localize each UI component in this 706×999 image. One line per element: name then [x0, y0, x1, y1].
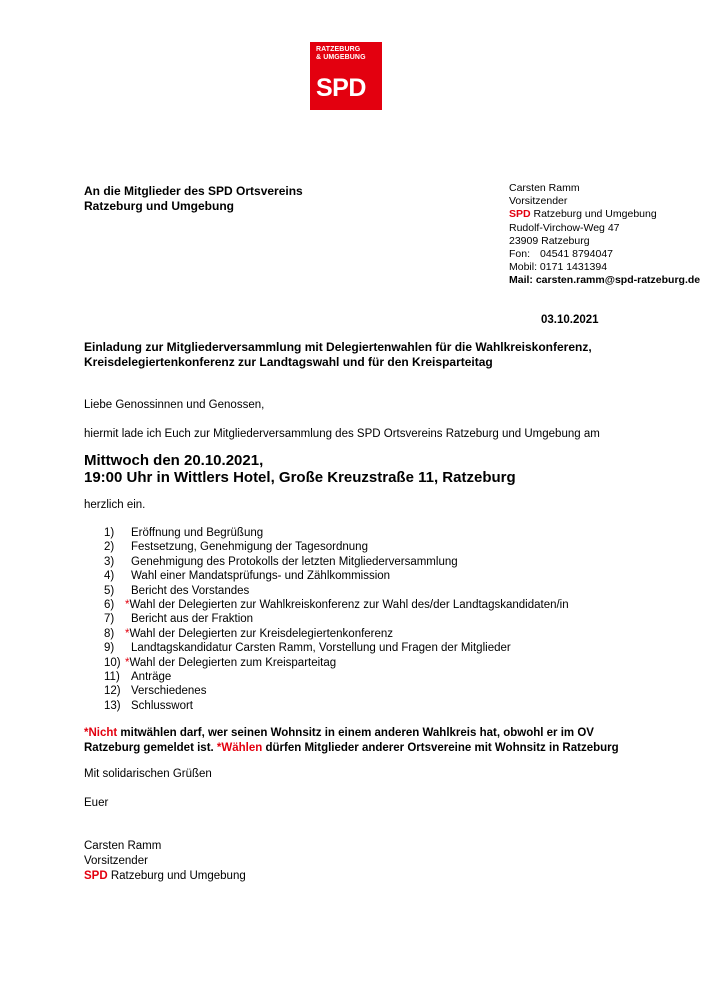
agenda-item-star: * — [125, 599, 130, 612]
event-location: 19:00 Uhr in Wittlers Hotel, Große Kreuzstraße 11, Ratzeburg — [84, 469, 516, 486]
note-red-1: *Nicht — [84, 727, 118, 739]
letter-date: 03.10.2021 — [541, 314, 599, 326]
agenda-item-text — [125, 599, 569, 612]
agenda-item — [84, 584, 569, 598]
voting-note — [84, 726, 694, 756]
greeting: Liebe Genossinnen und Genossen, — [84, 399, 265, 411]
agenda-item-label: Anträge — [131, 671, 172, 684]
agenda-item-number: 9) — [104, 642, 115, 655]
agenda-item-text — [131, 556, 458, 568]
agenda-item-number: 3) — [104, 555, 115, 568]
sender-role: Vorsitzender — [509, 195, 568, 208]
addressee-block — [84, 184, 303, 214]
agenda-item — [84, 699, 569, 713]
addressee-line-1: An die Mitglieder des SPD Ortsvereins — [84, 184, 303, 198]
agenda-item-label: Landtagskandidatur Carsten Ramm, Vorstellung und Fragen der Mitglieder — [131, 642, 511, 655]
note-text-1: mitwählen darf, wer seinen Wohnsitz in einem anderen Wahlkreis hat, obwohl er im OV — [117, 727, 594, 739]
note-red-2: *Wählen — [216, 742, 263, 754]
logo-line-1: RATZEBURG — [316, 46, 361, 53]
sender-phone-number: 04541 8794047 — [540, 248, 614, 261]
agenda-item-label: Wahl einer Mandatsprüfungs- und Zählkommission — [131, 570, 391, 583]
note-line-1 — [84, 726, 694, 741]
letter-subject — [84, 340, 684, 370]
sender-org-rest: Ratzeburg und Umgebung — [530, 208, 657, 221]
agenda-item-label: Wahl der Delegierten zum Kreisparteitag — [129, 656, 337, 669]
agenda-item-number: 11) — [104, 671, 120, 684]
agenda-item-label: Schlusswort — [131, 699, 193, 712]
event-date: Mittwoch den 20.10.2021, — [84, 452, 264, 469]
agenda-item-text — [125, 627, 394, 640]
agenda-item-number: 10) — [104, 656, 121, 669]
signature-block — [84, 839, 246, 884]
agenda-item-label: Eröffnung und Begrüßung — [131, 527, 264, 539]
herzlich-text: herzlich ein. — [84, 499, 146, 511]
agenda-item-star: * — [125, 656, 130, 669]
event-details — [84, 452, 516, 486]
agenda-item-number: 4) — [104, 570, 115, 583]
agenda-item — [84, 627, 569, 641]
agenda-item — [84, 670, 569, 684]
closing-text: Mit solidarischen Grüßen — [84, 768, 212, 780]
agenda-item-label: Verschiedenes — [131, 685, 207, 698]
sender-org-prefix: SPD — [509, 208, 531, 221]
agenda-item-number: 1) — [104, 527, 115, 539]
note-line-2 — [84, 741, 694, 756]
agenda-item — [84, 569, 569, 583]
agenda-item-text — [131, 700, 193, 712]
agenda-item — [84, 526, 569, 540]
spd-logo — [310, 42, 382, 110]
subject-line-1: Einladung zur Mitgliederversammlung mit Delegiertenwahlen für die Wahlkreiskonferenz, — [84, 340, 592, 354]
agenda-item-label: Wahl der Delegierten zur Wahlkreiskonferenz zur Wahl des/der Landtagskandidaten/in — [129, 599, 569, 612]
agenda-item-text — [125, 656, 337, 669]
logo-line-2: & UMGEBUNG — [316, 54, 366, 61]
agenda-item-label: Bericht des Vorstandes — [131, 584, 250, 597]
sender-phone-label: Fon: — [509, 248, 531, 261]
agenda-item — [84, 684, 569, 698]
signature-org-rest: Ratzeburg und Umgebung — [107, 870, 246, 882]
agenda-item-text — [131, 585, 249, 597]
agenda-item-star: * — [125, 627, 130, 640]
intro-text: hiermit lade ich Euch zur Mitgliederversammlung des SPD Ortsvereins Ratzeburg und Umgebung am — [84, 428, 600, 440]
sender-street: Rudolf-Virchow-Weg 47 — [509, 221, 620, 234]
agenda-item-text — [131, 570, 390, 582]
agenda-item — [84, 656, 569, 670]
agenda-item-text — [131, 527, 263, 539]
agenda-item-number: 2) — [104, 541, 115, 554]
agenda-item-number: 5) — [104, 584, 115, 597]
agenda-item-number: 6) — [104, 599, 115, 612]
agenda-item — [84, 612, 569, 626]
agenda-item-text — [131, 541, 368, 553]
agenda-item — [84, 540, 569, 554]
signature-name: Carsten Ramm — [84, 840, 162, 852]
agenda-item-label: Bericht aus der Fraktion — [131, 613, 254, 626]
agenda-item-number: 8) — [104, 627, 115, 640]
agenda-item — [84, 598, 569, 612]
signature-org — [84, 869, 246, 884]
sender-block — [509, 182, 700, 288]
agenda-item-text — [131, 671, 171, 683]
sender-name: Carsten Ramm — [509, 182, 580, 194]
agenda-item — [84, 641, 569, 655]
note-text-3: dürfen Mitglieder anderer Ortsvereine mit Wohnsitz in Ratzeburg — [262, 742, 619, 754]
subject-line-2: Kreisdelegiertenkonferenz zur Landtagswahl und für den Kreisparteitag — [84, 355, 493, 369]
agenda-item-number: 7) — [104, 613, 115, 626]
agenda-item-text — [131, 613, 253, 625]
agenda-item-text — [131, 642, 511, 654]
agenda-item — [84, 555, 569, 569]
agenda-item-number: 12) — [104, 685, 121, 698]
logo-mark: SPD — [316, 74, 366, 102]
sender-mobile: Mobil: 0171 1431394 — [509, 261, 608, 274]
addressee-line-2: Ratzeburg und Umgebung — [84, 199, 234, 213]
agenda-item-label: Wahl der Delegierten zur Kreisdelegiertenkonferenz — [129, 627, 394, 640]
agenda-list — [84, 526, 569, 713]
sender-mail: Mail: carsten.ramm@spd-ratzeburg.de — [509, 274, 701, 287]
agenda-item-text — [131, 685, 206, 697]
sender-city: 23909 Ratzeburg — [509, 234, 590, 247]
agenda-item-label: Genehmigung des Protokolls der letzten Mitgliederversammlung — [131, 555, 458, 568]
sender-org — [509, 208, 700, 221]
signature-org-prefix: SPD — [84, 870, 108, 882]
note-text-2: Ratzeburg gemeldet ist. — [84, 742, 217, 754]
agenda-item-number: 13) — [104, 699, 121, 712]
signature-role: Vorsitzender — [84, 855, 148, 867]
sender-phone — [509, 248, 700, 261]
agenda-item-label: Festsetzung, Genehmigung der Tagesordnung — [131, 541, 368, 554]
euer-text: Euer — [84, 797, 109, 809]
